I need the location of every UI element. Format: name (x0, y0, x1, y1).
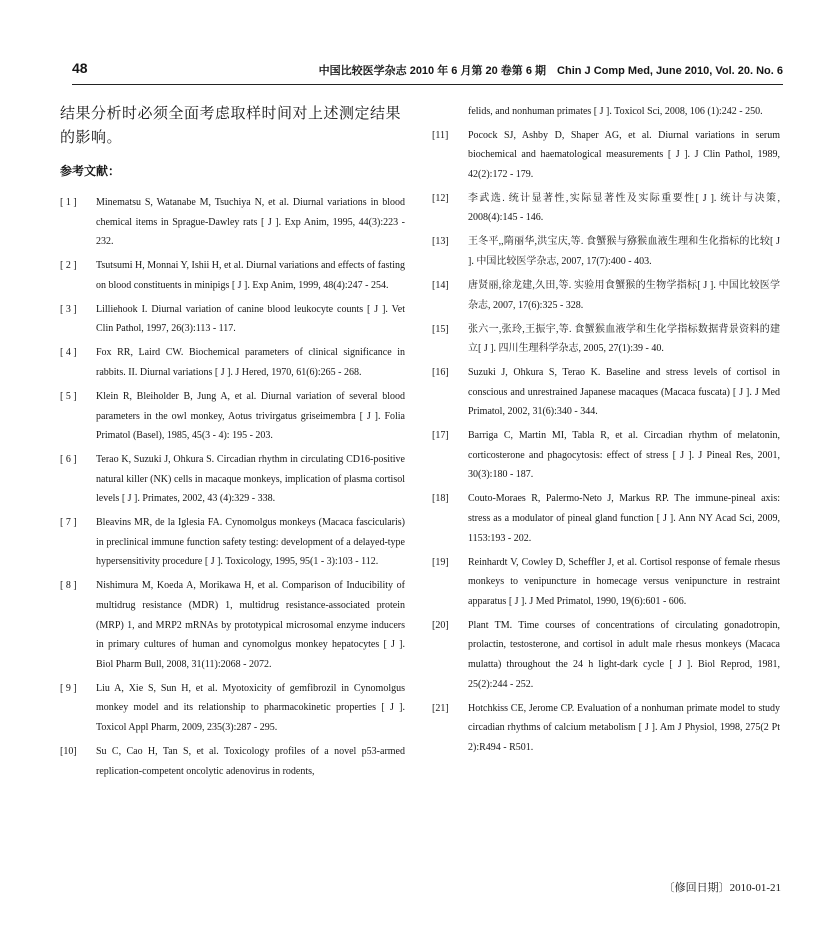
reference-item (432, 276, 780, 315)
reference-text: Nishimura M, Koeda A, Morikawa H, et al. Comparison of Inducibility of multidrug resistance (MDR) 1, multidrug resistance-associated protein (MRP) 1, and MRP2 mRNAs by prototypical microsomal enzyme inducers in primary cultures of human and cynomolgus monkey hepatocytes [ J ]. Biol Pharm Bull, 2008, 31(11):2068 - 2072. (96, 580, 405, 670)
reference-number: [ 6 ] (60, 454, 77, 466)
reference-text: Couto-Moraes R, Palermo-Neto J, Markus RP. The immune-pineal axis: stress as a modulator of pineal gland function [ J ]. Ann NY Acad Sci, 2009, 1153:193 - 202. (468, 493, 780, 544)
reference-number: [11] (432, 129, 449, 141)
reference-item (60, 193, 405, 252)
reference-item (432, 699, 780, 758)
reference-text: Liu A, Xie S, Sun H, et al. Myotoxicity of gemfibrozil in Cynomolgus monkey model and its relationship to pharmacokinetic properties [ J ]. Toxicol Appl Pharm, 2009, 235(3):287 - 295. (96, 682, 405, 733)
reference-item (432, 320, 780, 359)
reference-number: [19] (432, 556, 449, 568)
reference-number: [20] (432, 619, 449, 631)
left-column (60, 102, 405, 786)
reference-text: 王冬平,,隋丽华,洪宝庆,等. 食蟹猴与猕猴血液生理和生化指标的比较[ J ]. 中国比较医学杂志, 2007, 17(7):400 - 403. (468, 236, 780, 267)
reference-text: Minematsu S, Watanabe M, Tsuchiya N, et al. Diurnal variations in blood chemical items in Sprague-Dawley rats [ J ]. Exp Anim, 1995, 44(3):223 - 232. (96, 197, 405, 248)
reference-text: Bleavins MR, de la Iglesia FA. Cynomolgus monkeys (Macaca fascicularis) in preclinical immune function safety testing: development of a delayed-type hypersensitivity procedure [ J ]. Toxicology, 1995, 95(1 - 3):103 - 112. (96, 517, 405, 568)
reference-number: [13] (432, 236, 449, 248)
revised-date: 〔修回日期〕2010-01-21 (663, 882, 781, 894)
reference-text: Barriga C, Martin MI, Tabla R, et al. Circadian rhythm of melatonin, corticosterone and phagocytosis: effect of stress [ J ]. J Pineal Res, 2001, 30(3):180 - 187. (468, 430, 780, 481)
reference-text: Suzuki J, Ohkura S, Terao K. Baseline and stress levels of cortisol in conscious and unrestrained Japanese macaques (Macaca fuscata) [ J ]. J Med Primatol, 2002, 31(6):340 - 344. (468, 367, 780, 418)
reference-item (60, 513, 405, 572)
reference-item (432, 232, 780, 271)
reference-item (60, 300, 405, 339)
reference-item (60, 742, 405, 781)
reference-text: Tsutsumi H, Monnai Y, Ishii H, et al. Diurnal variations and effects of fasting on blood constituents in minipigs [ J ]. Exp Anim, 1999, 48(4):247 - 254. (96, 260, 405, 291)
reference-item (60, 387, 405, 446)
reference-text: 张六一,张玲,王振宇,等. 食蟹猴血液学和生化学指标数据背景资料的建立[ J ]. 四川生理科学杂志, 2005, 27(1):39 - 40. (468, 323, 780, 355)
reference-item (432, 553, 780, 612)
reference-text: Hotchkiss CE, Jerome CP. Evaluation of a nonhuman primate model to study circadian rhythms of calcium metabolism [ J ]. Am J Physiol, 1998, 275(2 Pt 2):R494 - R501. (468, 702, 780, 753)
reference-text: Reinhardt V, Cowley D, Scheffler J, et al. Cortisol response of female rhesus monkeys to venipuncture in homecage versus venipuncture in restraint apparatus [ J ]. J Med Primatol, 1990, 19(6):601 - 606. (468, 556, 780, 607)
reference-number: [16] (432, 367, 449, 379)
page-header (72, 60, 783, 85)
reference-item (60, 679, 405, 738)
reference-item (432, 126, 780, 185)
reference-item (432, 363, 780, 422)
reference-number: [14] (432, 279, 449, 291)
reference-list-right (432, 126, 780, 758)
reference-number: [ 8 ] (60, 580, 77, 592)
reference-text: 唐贤丽,徐龙建,久田,等. 实验用食蟹猴的生物学指标[ J ]. 中国比较医学杂志, 2007, 17(6):325 - 328. (468, 279, 780, 311)
reference-number: [17] (432, 430, 449, 442)
page-number: 48 (72, 60, 88, 76)
reference-number: [12] (432, 192, 449, 204)
reference-text: Klein R, Bleiholder B, Jung A, et al. Diurnal variation of several blood parameters in the owl monkey, Aotus trivirgatus griseimembra [ J ]. Folia Primatol (Basel), 1985, 45(3 - 4): 195 - 203. (96, 390, 405, 442)
journal-running-head: 中国比较医学杂志 2010 年 6 月第 20 卷第 6 期 Chin J Comp Med, June 2010, Vol. 20. No. 6 (318, 65, 783, 77)
reference-text: Lilliehook I. Diurnal variation of canine blood leukocyte counts [ J ]. Vet Clin Pathol, 1997, 26(3):113 - 117. (96, 303, 405, 335)
reference-item (432, 426, 780, 485)
reference-item (60, 256, 405, 295)
intro-paragraph: 结果分析时必须全面考虑取样时间对上述测定结果的影响。 (60, 106, 402, 146)
reference-item (60, 450, 405, 509)
reference-number: [15] (432, 323, 449, 335)
reference-number: [18] (432, 493, 449, 505)
reference-item (432, 616, 780, 694)
reference-text: 李武选. 统计显著性,实际显著性及实际重要性[ J ]. 统计与决策, 2008(4):145 - 146. (468, 192, 780, 224)
reference-text: Terao K, Suzuki J, Ohkura S. Circadian rhythm in circulating CD16-positive natural killer (NK) cells in macaque monkeys, implication of plasma cortisol levels [ J ]. Primates, 2002, 43 (4):329 - 338. (96, 454, 405, 505)
reference-number: [ 5 ] (60, 390, 77, 402)
reference-continuation: felids, and nonhuman primates [ J ]. Toxicol Sci, 2008, 106 (1):242 - 250. (468, 106, 763, 117)
reference-item (60, 343, 405, 382)
reference-number: [10] (60, 745, 77, 757)
reference-text: Fox RR, Laird CW. Biochemical parameters of clinical significance in rabbits. II. Diurnal variations [ J ]. J Hered, 1970, 61(6):265 - 268. (96, 347, 405, 378)
right-column (432, 102, 780, 762)
reference-text: Pocock SJ, Ashby D, Shaper AG, et al. Diurnal variations in serum biochemical and haematological measurements [ J ]. J Clin Pathol, 1989, 42(2):172 - 179. (468, 129, 780, 180)
reference-item (60, 576, 405, 674)
reference-text: Su C, Cao H, Tan S, et al. Toxicology profiles of a novel p53-armed replication-competent oncolytic adenovirus in rodents, (96, 745, 405, 777)
reference-item (432, 189, 780, 228)
references-heading: 参考文献： (60, 164, 121, 178)
reference-number: [ 2 ] (60, 260, 77, 272)
reference-number: [ 3 ] (60, 303, 77, 315)
reference-list-left (60, 193, 405, 781)
reference-number: [ 4 ] (60, 347, 77, 359)
reference-item (432, 489, 780, 548)
reference-text: Plant TM. Time courses of concentrations of circulating gonadotropin, prolactin, testosterone, and cortisol in adult male rhesus monkeys (Macaca mulatta) throughout the 24 h light-dark cycle [ J ]. Biol Reprod, 1981, 25(2):244 - 252. (468, 619, 780, 690)
reference-number: [ 1 ] (60, 197, 77, 208)
reference-number: [ 7 ] (60, 517, 77, 529)
reference-number: [ 9 ] (60, 682, 77, 694)
reference-number: [21] (432, 702, 449, 714)
